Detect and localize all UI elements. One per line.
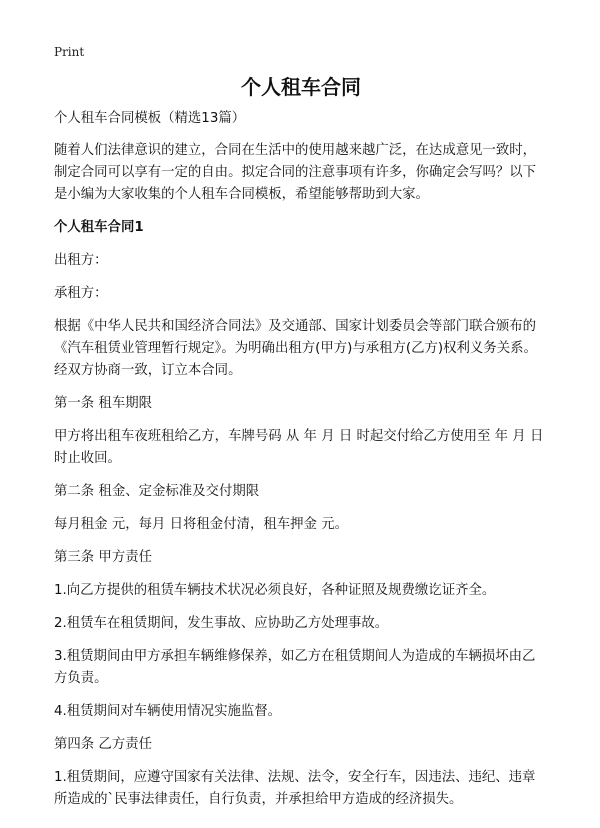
article-2-heading: 第二条 租金、定金标准及交付期限 — [54, 484, 260, 499]
lessee-line: 承租方： — [54, 286, 108, 301]
article-2-text: 每月租金 元，每月 日将租金付清，租车押金 元。 — [54, 517, 348, 532]
document-title: 个人租车合同 — [241, 75, 361, 99]
article-3-item-3: 3.租赁期间由甲方承担车辆维修保养，如乙方在租赁期间人为造成的车辆损坏由乙方负责。 — [54, 649, 536, 686]
preamble-paragraph: 根据《中华人民共和国经济合同法》及交通部、国家计划委员会等部门联合颁布的《汽车租赁业管理暂行规定》。为明确出租方(甲方)与承租方(乙方)权利义务关系。经双方协商一致，订立本合同。 — [54, 319, 537, 378]
article-1-text: 甲方将出租车夜班租给乙方，车牌号码 从 年 月 日 时起交付给乙方使用至 年 月 日 时止收回。 — [54, 429, 544, 466]
article-4-item-1: 1.租赁期间，应遵守国家有关法律、法规、法令，安全行车，因违法、违纪、违章所造成的`民事法律责任，自行负责，并承担给甲方造成的经济损失。 — [54, 770, 536, 807]
document-subtitle: 个人租车合同模板（精选13篇） — [54, 111, 246, 126]
print-link[interactable]: Print — [54, 45, 85, 59]
section-heading: 个人租车合同1 — [54, 220, 144, 235]
article-3-item-4: 4.租赁期间对车辆使用情况实施监督。 — [54, 704, 282, 719]
article-4-heading: 第四条 乙方责任 — [54, 737, 152, 752]
article-1-heading: 第一条 租车期限 — [54, 396, 152, 411]
intro-paragraph: 随着人们法律意识的建立，合同在生活中的使用越来越广泛，在达成意见一致时，制定合同可以享有一定的自由。拟定合同的注意事项有许多，你确定会写吗？以下是小编为大家收集的个人租车合同模板，希望能够帮助到大家。 — [54, 143, 537, 202]
article-3-item-1: 1.向乙方提供的租赁车辆技术状况必须良好，各种证照及规费缴讫证齐全。 — [54, 583, 496, 598]
lessor-line: 出租方： — [54, 253, 108, 268]
article-3-item-2: 2.租赁车在租赁期间，发生事故、应协助乙方处理事故。 — [54, 616, 389, 631]
article-3-heading: 第三条 甲方责任 — [54, 550, 152, 565]
